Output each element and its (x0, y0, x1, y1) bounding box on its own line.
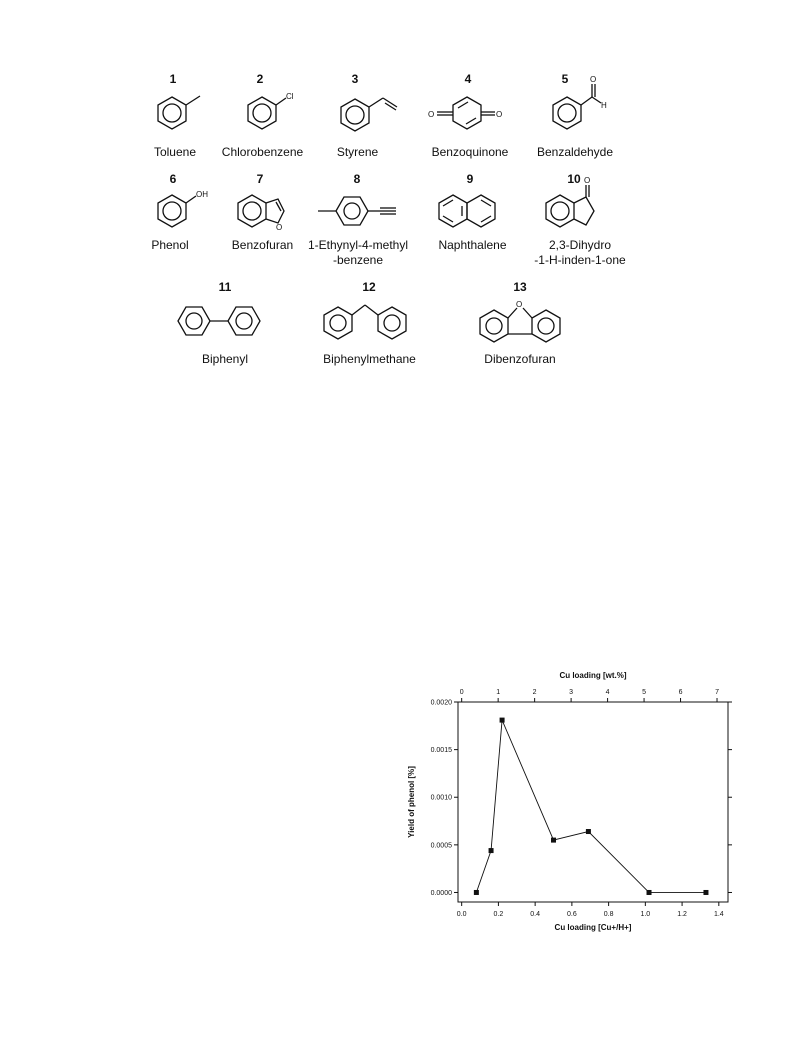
compound-name-9: Naphthalene (438, 238, 507, 252)
compound-number-7: 7 (256, 172, 264, 186)
compound-name-3: Styrene (336, 145, 379, 159)
x-tick-label: 0.4 (530, 911, 541, 918)
x2-tick-label: 0 (459, 689, 464, 696)
x2-tick-label: 6 (678, 689, 683, 696)
x-tick-label: 1.4 (713, 911, 724, 918)
oxygen-atom-label: O (516, 300, 523, 309)
compound-name-2: Chlorobenzene (221, 145, 304, 159)
x-tick-label: 0.8 (603, 911, 614, 918)
compound-name-8: 1-Ethynyl-4-methyl (307, 238, 409, 252)
compound-number-9: 9 (466, 172, 474, 186)
oxygen-atom-label: O (584, 176, 591, 185)
ethynyl-methylbenzene-structure-icon (316, 188, 406, 233)
series-line (476, 720, 706, 892)
compound-name-13: Dibenzofuran (484, 352, 556, 366)
oxygen-atom-label: O (496, 110, 503, 119)
compound-number-2: 2 (256, 72, 264, 86)
x-tick-label: 0.0 (456, 911, 467, 918)
plot-frame (458, 702, 728, 902)
hydroxyl-label: OH (196, 190, 208, 199)
compound-name-8-line2: -benzene (332, 253, 384, 267)
compound-name-10: 2,3-Dihydro (548, 238, 612, 252)
data-point (500, 718, 505, 723)
y-tick-label: 0.0020 (430, 699, 452, 707)
x-tick-label: 1.2 (677, 911, 687, 918)
toluene-structure-icon (150, 90, 210, 135)
y-tick-label: 0.0015 (430, 747, 452, 755)
y-tick-label: 0.0005 (430, 842, 452, 850)
x2-tick-label: 7 (715, 689, 719, 696)
chlorobenzene-structure-icon (240, 90, 300, 135)
compound-number-10: 10 (567, 172, 581, 186)
data-point (586, 829, 591, 834)
compound-number-13: 13 (513, 280, 527, 294)
phenol-yield-chart (400, 665, 745, 945)
benzofuran-structure-icon (232, 188, 302, 233)
x2-tick-label: 4 (605, 689, 610, 696)
data-point (489, 848, 494, 853)
x2-tick-label: 1 (496, 689, 501, 696)
compound-name-7: Benzofuran (231, 238, 294, 252)
diphenylmethane-structure-icon (318, 295, 418, 345)
x2-tick-label: 3 (569, 689, 574, 696)
naphthalene-structure-icon (435, 188, 505, 233)
x2-axis-label: Cu loading [wt.%] (559, 671, 627, 680)
y-axis-label: Yield of phenol [%] (407, 766, 416, 838)
data-point (647, 890, 652, 895)
oxygen-atom-label: O (590, 75, 597, 84)
compound-number-8: 8 (353, 172, 361, 186)
compound-number-11: 11 (218, 280, 232, 294)
dibenzofuran-structure-icon (474, 292, 569, 345)
biphenyl-structure-icon (172, 298, 272, 343)
data-point (551, 838, 556, 843)
y-tick-label: 0.0000 (430, 889, 452, 897)
oxygen-atom-label: O (428, 110, 435, 119)
compound-name-1: Toluene (153, 145, 197, 159)
compound-name-11: Biphenyl (201, 352, 249, 366)
phenol-structure-icon (150, 188, 210, 233)
data-point (703, 890, 708, 895)
hydrogen-atom-label: H (601, 101, 607, 110)
x-tick-label: 0.6 (567, 911, 577, 918)
compound-number-4: 4 (464, 72, 472, 86)
x2-tick-label: 2 (532, 689, 537, 696)
x2-tick-label: 5 (642, 689, 647, 696)
compound-name-4: Benzoquinone (431, 145, 509, 159)
chlorine-atom-label: Cl (286, 92, 294, 101)
data-point (474, 890, 479, 895)
benzoquinone-structure-icon (425, 90, 515, 135)
compound-name-5: Benzaldehyde (536, 145, 614, 159)
oxygen-atom-label: O (276, 223, 283, 232)
compound-name-10-line2: -1-H-inden-1-one (534, 253, 626, 267)
styrene-structure-icon (333, 90, 403, 135)
benzaldehyde-structure-icon (545, 76, 615, 136)
compound-name-6: Phenol (151, 238, 189, 252)
x-axis-label: Cu loading [Cu+/H+] (554, 923, 632, 932)
compound-number-5: 5 (561, 72, 569, 86)
y-tick-label: 0.0010 (430, 794, 452, 802)
indanone-structure-icon (540, 176, 610, 233)
compound-number-12: 12 (362, 280, 376, 294)
x-tick-label: 0.2 (493, 911, 504, 918)
compound-number-6: 6 (169, 172, 177, 186)
compound-number-3: 3 (351, 72, 359, 86)
compound-number-1: 1 (169, 72, 177, 86)
x-tick-label: 1.0 (640, 911, 651, 918)
compound-name-12: Biphenylmethane (323, 352, 416, 366)
